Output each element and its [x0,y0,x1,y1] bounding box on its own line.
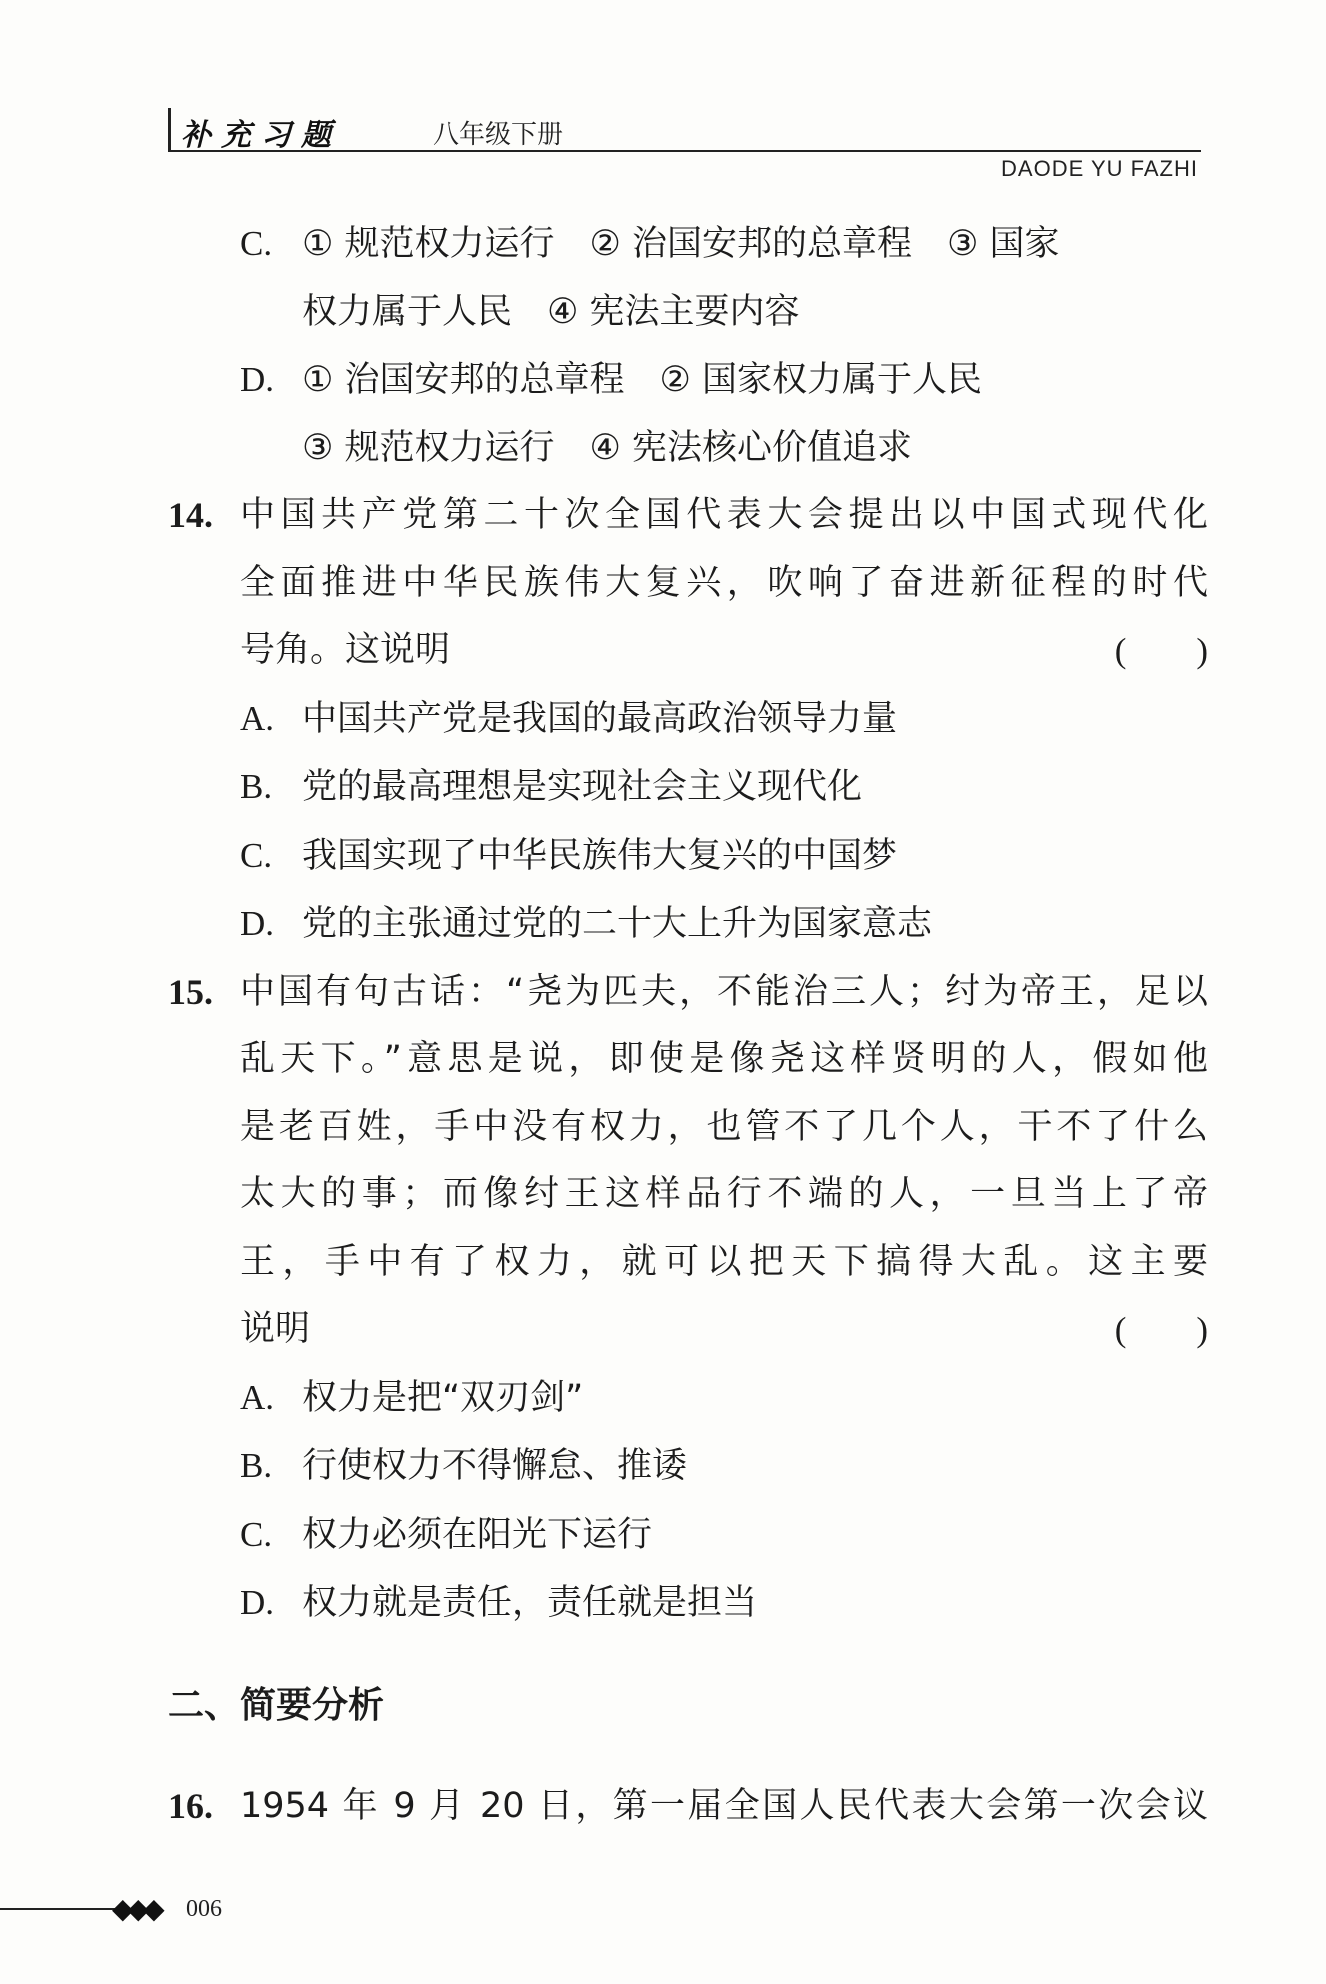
question-stem-line: 中国有句古话：“尧为匹夫，不能治三人；纣为帝王，足以 [240,971,1208,1012]
option-letter: C. [240,1514,273,1554]
question-stem-line: 太大的事；而像纣王这样品行不端的人，一旦当上了帝 [240,1174,1208,1214]
question-stem-line: 中国共产党第二十次全国代表大会提出以中国式现代化 [240,495,1208,535]
q13-option-c-continued: 权力属于人民 ④ 宪法主要内容 [302,291,800,332]
option-text: 权力就是责任，责任就是担当 [302,1583,758,1623]
answer-blank: ( ) [1114,1310,1208,1349]
q15-option-b [168,1432,1208,1501]
answer-blank: ( ) [1114,631,1208,670]
option-letter: D. [240,904,275,943]
question-14 [168,482,1208,685]
question-number: 16. [168,1786,213,1826]
page-footer [0,1890,300,1930]
option-letter: B. [240,767,273,806]
option-letter: A. [240,1377,275,1417]
q15-option-a [168,1364,1208,1433]
q14-option-b [168,753,1208,822]
q15-option-d [168,1569,1208,1638]
q13-option-d-continued: ③ 规范权力运行 ④ 宪法核心价值追求 [302,427,913,468]
q14-option-d [168,890,1208,959]
section-heading: 二、简要分析 [168,1684,385,1726]
option-text: 行使权力不得懈怠、推诿 [302,1446,688,1486]
option-letter: D. [240,360,275,399]
option-text: 中国共产党是我国的最高政治领导力量 [302,698,898,739]
subject-pinyin: DAODE YU FAZHI [1001,156,1198,181]
option-letter: C. [240,835,273,875]
question-stem-line [240,1296,1208,1364]
option-text: 权力是把“双刃剑” [302,1377,584,1418]
q15-option-c [168,1501,1208,1570]
question-stem-line: 1954 年 9 月 20 日，第一届全国人民代表大会第一次会议 [240,1786,1208,1826]
page-header [168,108,1201,152]
question-content [168,210,1208,1841]
question-stem-text: 说明 [240,1309,311,1349]
option-letter: C. [240,224,273,263]
q13-option-c [168,210,1208,279]
q14-option-a [168,685,1208,754]
question-stem-text: 号角。这说明 [240,630,451,670]
question-number: 15. [168,971,213,1012]
series-logo: 补充习题 [181,118,341,153]
option-letter: A. [240,698,275,738]
footer-rule [0,1908,118,1910]
page-number: 006 [186,1896,222,1922]
question-stem-line: 王，手中有了权力，就可以把天下搞得大乱。这主要 [240,1241,1208,1282]
question-stem-line: 是老百姓，手中没有权力，也管不了几个人，干不了什么 [240,1106,1208,1147]
grade-label: 八年级下册 [433,120,564,150]
diamond-ornament-icon: ◆◆◆ [112,1892,159,1925]
option-letter: D. [240,1583,275,1622]
option-text: 党的主张通过党的二十大上升为国家意志 [302,904,933,944]
option-text: ① 治国安邦的总章程 ② 国家权力属于人民 [302,360,983,400]
question-stem-line: 全面推进中华民族伟大复兴，吹响了奋进新征程的时代 [240,562,1208,603]
q13-option-d [168,346,1208,415]
question-number: 14. [168,495,213,535]
question-15 [168,959,1208,1364]
q14-option-c [168,822,1208,891]
question-stem-line: 乱天下。”意思是说，即使是像尧这样贤明的人，假如他 [240,1039,1208,1079]
option-text: 权力必须在阳光下运行 [302,1514,653,1555]
option-text: 我国实现了中华民族伟大复兴的中国梦 [302,835,898,876]
option-text: ① 规范权力运行 ② 治国安邦的总章程 ③ 国家 [302,224,1060,264]
question-stem-line [240,617,1208,685]
question-16 [168,1773,1208,1841]
option-text: 党的最高理想是实现社会主义现代化 [302,767,863,807]
option-letter: B. [240,1446,273,1485]
